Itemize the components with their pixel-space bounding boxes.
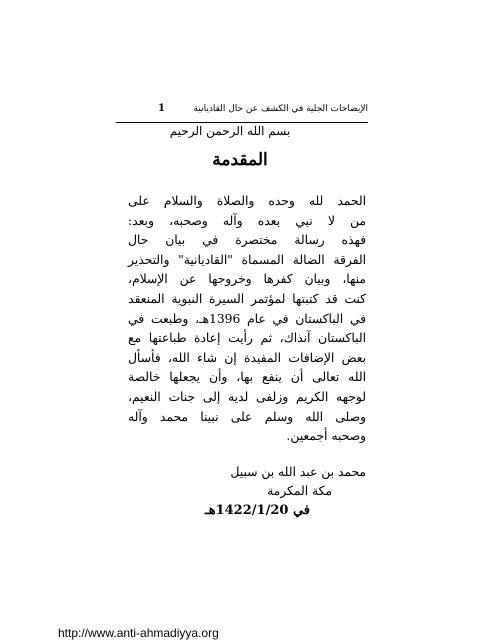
body-line: منها، وبيان كفرها وخروجها عن الإسلام، <box>128 272 366 287</box>
footer-url: http://www.anti-ahmadiyya.org <box>58 626 219 640</box>
signature-date: في 1422/1/20هـ <box>204 503 310 518</box>
basmala: بسم الله الرحمن الرحيم <box>169 124 291 138</box>
body-line: الله تعالى أن ينفع بها، وأن يجعلها خالصة <box>128 370 366 385</box>
book-title: الإيضاحات الجلية في الكشف عن حال القاديانية <box>193 104 368 114</box>
body-line: بعض الإضافات المفيدة إن شاء الله، فأسأل <box>128 350 366 365</box>
body-line: في الباكستان في عام 1396هـ، وطبعت في <box>128 311 366 326</box>
body-line: الفرقة الضالة المسماة "القاديانية" والتحذير <box>128 252 366 267</box>
body-line: وصلى الله وسلم على نبينا محمد وآله <box>128 409 366 424</box>
running-header <box>116 104 368 123</box>
author-place: مكة المكرمة <box>267 484 332 498</box>
body-line: وصحبه أجمعين. <box>286 429 366 444</box>
body-paragraph <box>128 192 366 447</box>
author-name: محمد بن عبد الله بن سبيل <box>230 465 366 479</box>
page-number: 1 <box>158 103 165 114</box>
body-line: كنت قد كتبتها لمؤتمر السيرة النبوية المنعقد <box>128 291 366 306</box>
section-heading: المقدمة <box>212 150 268 170</box>
body-line: لوجهه الكريم وزلفى لديه إلى جنات النعيم، <box>128 389 366 404</box>
body-line: الحمد لله وحده والصلاة والسلام على <box>128 194 366 208</box>
body-line: فهذه رسالة مختصرة في بيان حال <box>128 233 366 248</box>
body-line: الباكستان آنذاك، ثم رأيت إعادة طباعتها مع <box>128 331 366 346</box>
body-line: من لا نبي بعده وآله وصحبه، وبعد: <box>128 213 366 228</box>
